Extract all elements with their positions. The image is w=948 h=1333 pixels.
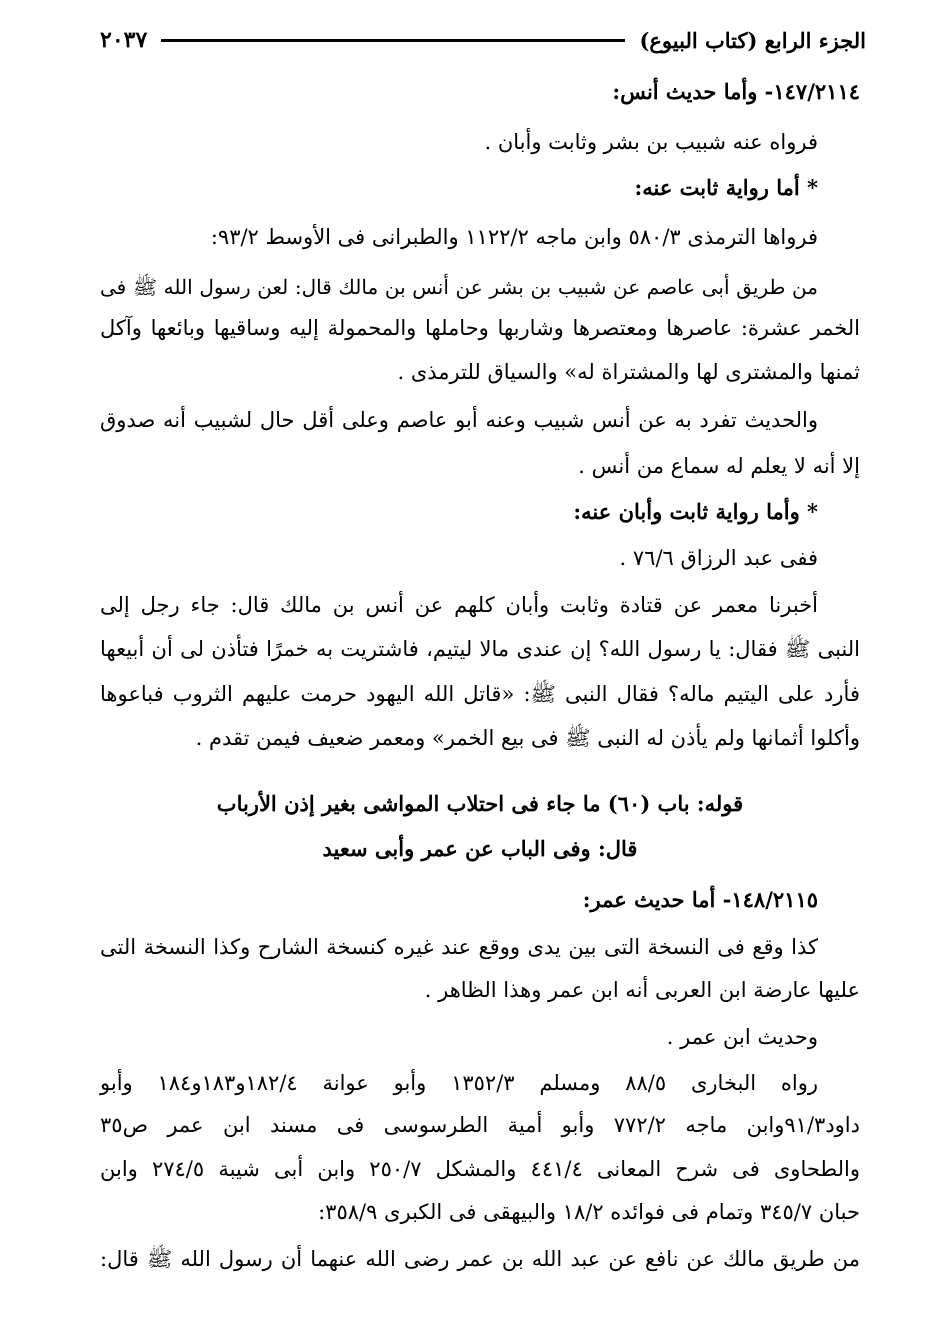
subheading-thabit: * أما رواية ثابت عنه: bbox=[634, 175, 818, 200]
text-line: كذا وقع فى النسخة التى بين يدى ووقع عند غيره كنسخة الشارح وكذا النسخة التى bbox=[100, 935, 818, 959]
text-line: وحديث ابن عمر . bbox=[666, 1025, 818, 1049]
text-line: من طريق مالك عن نافع عن عبد الله بن عمر رضى الله عنهما أن رسول الله ﷺ قال: bbox=[100, 1247, 860, 1271]
text-line: النبى ﷺ فقال: يا رسول الله؟ إن عندى مالا ليتيم، فاشتريت به خمرًا فتأذن لى أن أبيعها bbox=[100, 637, 860, 661]
text-line: والطحاوى فى شرح المعانى ٤٤١/٤ والمشكل ٢٥٠/٧ وابن أبى شيبة ٢٧٤/٥ وابن bbox=[100, 1157, 861, 1181]
text-line: من طريق أبى عاصم عن شبيب بن بشر عن أنس بن مالك قال: لعن رسول الله ﷺ فى bbox=[100, 275, 818, 299]
subheading-thabit-aban: * وأما رواية ثابت وأبان عنه: bbox=[573, 499, 818, 524]
header-rule bbox=[161, 39, 625, 42]
text-line: رواه البخارى ٨٨/٥ ومسلم ١٣٥٢/٣ وأبو عوانة ١٨٢/٤و١٨٣و١٨٤ وأبو bbox=[100, 1071, 819, 1095]
chapter-heading: قوله: باب (٦٠) ما جاء فى احتلاب المواشى بغير إذن الأرباب bbox=[216, 791, 744, 816]
text-line: إلا أنه لا يعلم له سماع من أنس . bbox=[578, 454, 860, 478]
text-line: وأكلوا أثمانها ولم يأذن له النبى ﷺ فى بيع الخمر» ومعمر ضعيف فيمن تقدم . bbox=[195, 726, 860, 750]
text-line: أخبرنا معمر عن قتادة وثابت وأبان كلهم عن أنس بن مالك قال: جاء رجل إلى bbox=[100, 593, 818, 617]
text-line: الخمر عشرة: عاصرها ومعتصرها وشاربها وحاملها والمحمولة إليه وساقيها وبائعها وآكل bbox=[100, 316, 860, 340]
text-line: ففى عبد الرزاق ٧٦/٦ . bbox=[619, 546, 818, 570]
page-header bbox=[100, 22, 866, 58]
hadith-heading-umar: ١٤٨/٢١١٥- أما حديث عمر: bbox=[582, 887, 818, 912]
hadith-heading-anas: ١٤٧/٢١١٤- وأما حديث أنس: bbox=[612, 79, 860, 104]
running-title: الجزء الرابع (كتاب البيوع) bbox=[639, 27, 866, 53]
page-number: ٢٠٣٧ bbox=[100, 27, 148, 53]
text-line: والحديث تفرد به عن أنس شبيب وعنه أبو عاصم وعلى أقل حال لشبيب أنه صدوق bbox=[100, 408, 818, 432]
text-line: عليها عارضة ابن العربى أنه ابن عمر وهذا الظاهر . bbox=[424, 978, 860, 1002]
text-line: فرواها الترمذى ٥٨٠/٣ وابن ماجه ١١٢٢/٢ والطبرانى فى الأوسط ٩٣/٢: bbox=[210, 225, 818, 249]
text-line: فأرد على اليتيم ماله؟ فقال النبى ﷺ: «قاتل الله اليهود حرمت عليهم الثروب فباعوها bbox=[100, 682, 860, 706]
text-line: داود٩١/٣وابن ماجه ٧٧٢/٢ وأبو أمية الطرسوسى فى مسند ابن عمر ص٣٥ bbox=[100, 1113, 860, 1137]
text-line: ثمنها والمشترى لها والمشتراة له» والسياق للترمذى . bbox=[397, 360, 860, 384]
text-line: فرواه عنه شبيب بن بشر وثابت وأبان . bbox=[484, 130, 818, 154]
text-line: حبان ٣٤٥/٧ وتمام فى فوائده ١٨/٢ والبيهقى فى الكبرى ٣٥٨/٩: bbox=[318, 1200, 860, 1224]
chapter-subheading: قال: وفى الباب عن عمر وأبى سعيد bbox=[322, 836, 638, 861]
